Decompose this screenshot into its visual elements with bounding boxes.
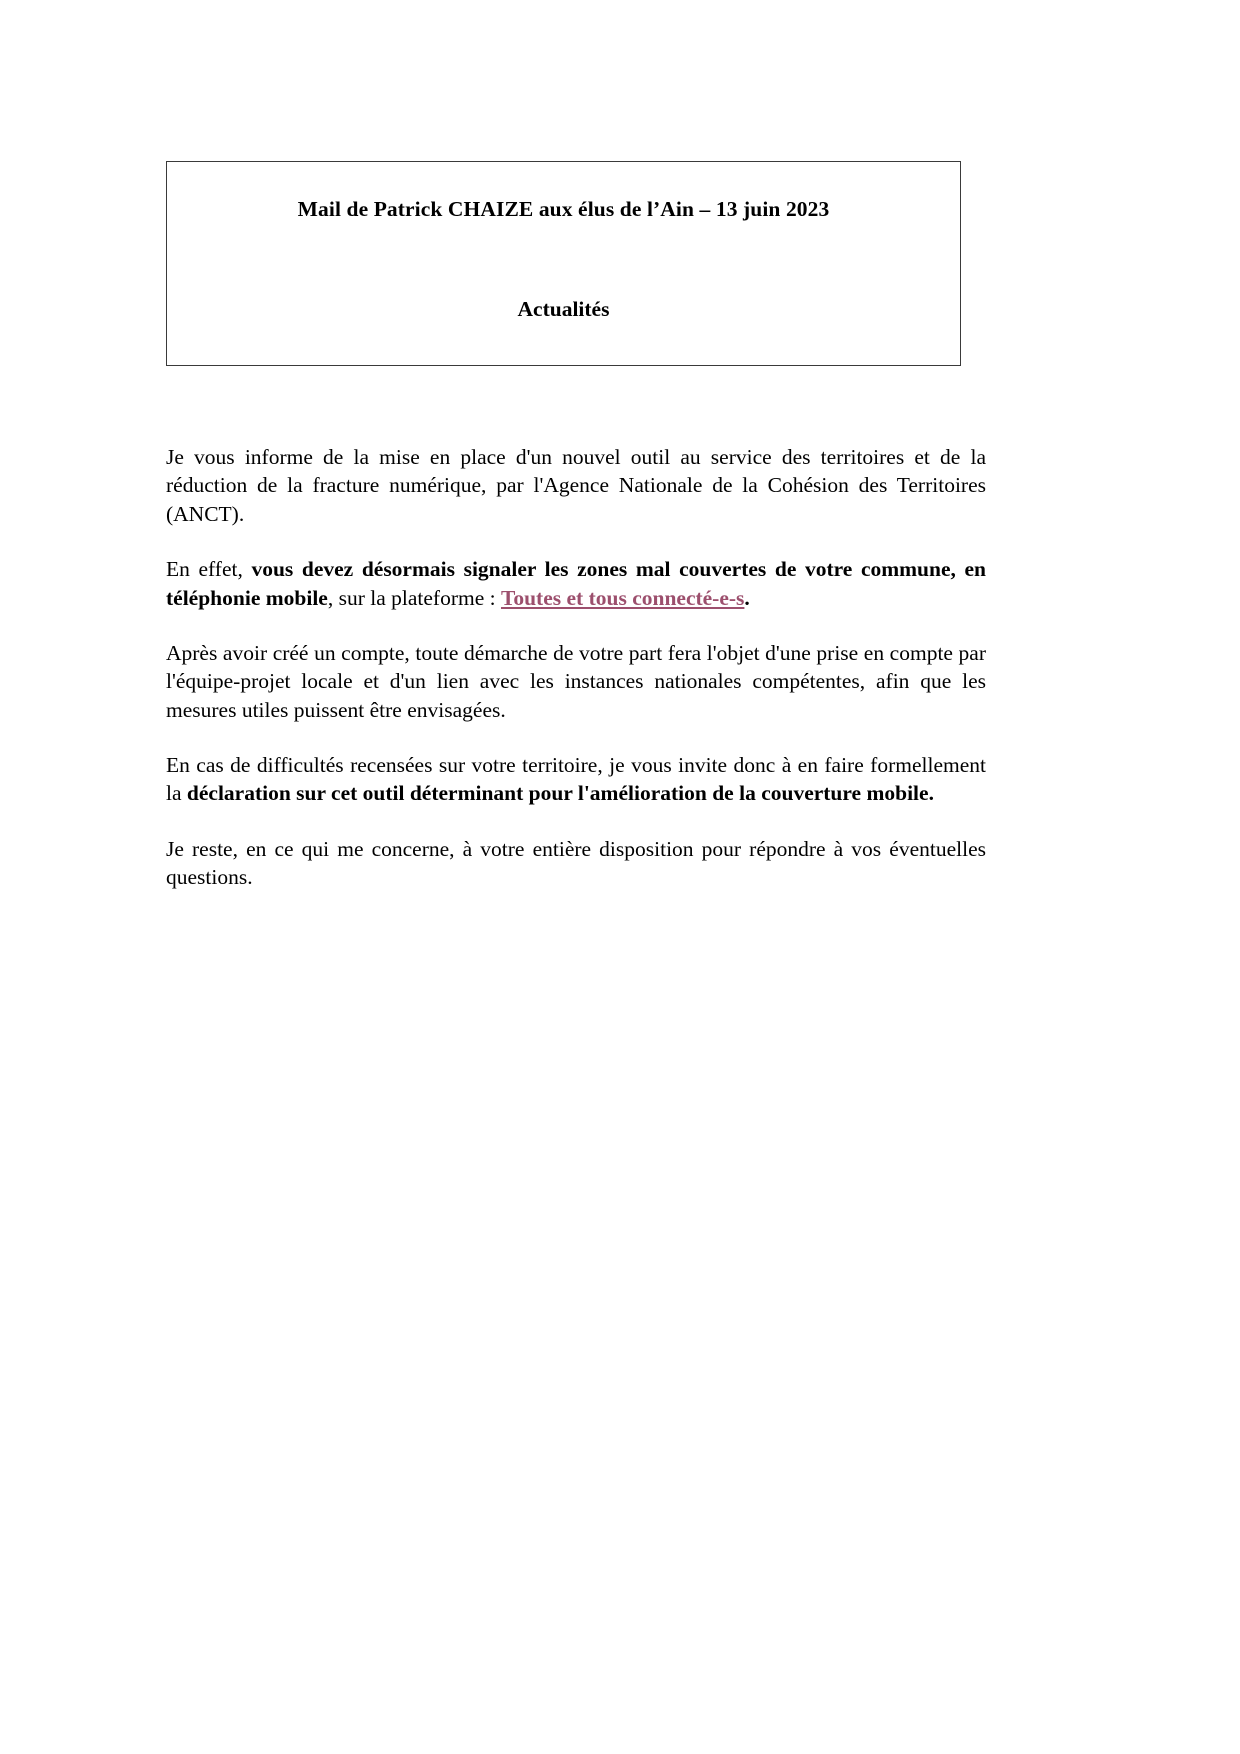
paragraph-closing: Je reste, en ce qui me concerne, à votre entière disposition pour répondre à vos éventuelles questions. [166,836,986,890]
paragraph-signalement-tail: . [744,585,750,610]
paragraph-compte: Après avoir créé un compte, toute démarche de votre part fera l'objet d'une prise en compte par l'équipe-projet locale et d'un lien avec les instances nationales compétentes, afin que les mesures utiles puissent être envisagées. [166,640,986,722]
header-title-box [166,161,961,366]
paragraph-difficultes-bold: déclaration sur cet outil déterminant pour l'amélioration de la couverture mobile. [186,781,934,806]
paragraph-signalement-mid: , sur la plateforme : [327,585,501,610]
paragraph-signalement-lead: En effet, [166,557,252,582]
document-body [166,443,986,892]
paragraph-difficultes-lead: En cas de difficultés recensées sur votre territoire, je vous invite donc à en faire formellement la [166,753,986,806]
paragraph-signalement-bold: vous devez désormais signaler les zones mal couvertes de votre commune, en téléphonie mobile [166,557,986,610]
platform-link[interactable]: Toutes et tous connecté-e-s [500,585,745,610]
paragraph-signalement [166,555,986,612]
page-title: Mail de Patrick CHAIZE aux élus de l’Ain – 13 juin 2023 [297,197,830,221]
paragraph-difficultes [166,751,986,808]
paragraph-intro: Je vous informe de la mise en place d'un nouvel outil au service des territoires et de la réduction de la fracture numérique, par l'Agence Nationale de la Cohésion des Territoires (ANCT). [166,445,986,526]
header-subtitle: Actualités [517,297,610,321]
